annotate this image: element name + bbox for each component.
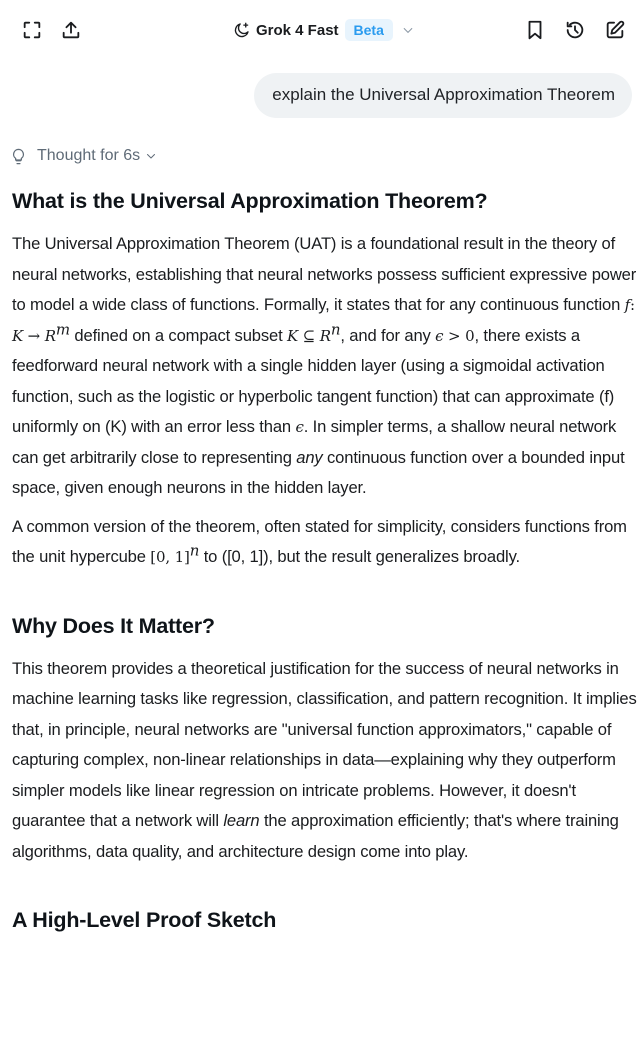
- beta-badge: Beta: [345, 19, 393, 41]
- heading-what-is-uat: What is the Universal Approximation Theorem?: [12, 189, 488, 213]
- model-selector[interactable]: [233, 17, 415, 43]
- user-message-bubble: explain the Universal Approximation Theorem: [254, 73, 632, 118]
- assistant-response: [12, 186, 638, 935]
- history-icon: [564, 19, 586, 41]
- share-icon: [60, 19, 82, 41]
- lightbulb-icon: [10, 148, 27, 165]
- paragraph-common-version: A common version of the theorem, often stated for simplicity, considers functions from the unit hypercube [0, 1]$^n$ to ([0, 1]), but the result generalizes broadly.: [12, 516, 627, 566]
- expand-icon: [21, 19, 43, 41]
- moon-sparkle-icon: [233, 21, 251, 39]
- paragraph-why-matter: This theorem provides a theoretical justification for the success of neural networks in machine learning tasks like regression, classification, and pattern recognition. It implies that, in principle, neural networks are "universal function approximators," capable of capturing complex, non-linear relationships in data—explaining why they outperform simpler models like linear regression on intricate problems. However, it doesn't guarantee that a network will learn the approximation efficiently; that's where training algorithms, data quality, and architecture design come into play.: [12, 658, 637, 861]
- new-chat-icon: [604, 19, 626, 41]
- model-name: Grok 4 Fast: [256, 21, 339, 39]
- history-button[interactable]: [563, 18, 587, 42]
- share-button[interactable]: [59, 18, 83, 42]
- paragraph-definition: The Universal Approximation Theorem (UAT) is a foundational result in the theory of neural networks, establishing that neural networks possess sufficient expressive power to model a wide class of functions. Formally, it states that for any continuous function f: $K \to R^m$ defined on a compact subset K ⊆ $R^n$, and for any ϵ > 0, there exists a feedforward neural network with a single hidden layer (using a sigmoidal activation function, such as the logistic or hyperbolic tangent function) that can approximate (f) uniformly on (K) with an error less than ϵ. In simpler terms, a shallow neural network can get arbitrarily close to representing any continuous function over a bounded input space, given enough neurons in the hidden layer.: [12, 234, 637, 497]
- new-chat-button[interactable]: [603, 18, 627, 42]
- heading-why-matter: Why Does It Matter?: [12, 613, 215, 638]
- chevron-down-icon: [393, 23, 415, 37]
- bookmark-button[interactable]: [523, 18, 547, 42]
- thought-toggle[interactable]: [10, 147, 157, 165]
- heading-proof-sketch: A High-Level Proof Sketch: [12, 908, 277, 932]
- top-bar: [0, 0, 641, 60]
- expand-button[interactable]: [20, 18, 44, 42]
- bookmark-icon: [524, 19, 546, 41]
- thought-label: Thought for 6s: [37, 147, 141, 164]
- chevron-down-icon: [140, 150, 157, 162]
